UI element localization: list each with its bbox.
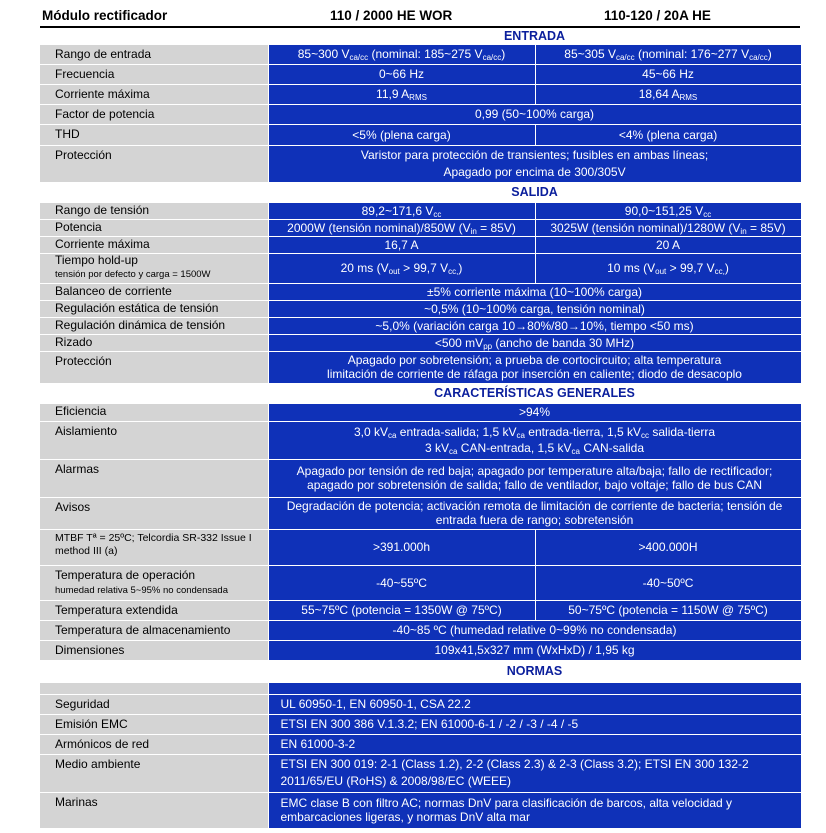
section-caracteristicas: CARACTERÍSTICAS GENERALES bbox=[268, 383, 801, 403]
label-avisos: Avisos bbox=[40, 497, 268, 529]
value-frecuencia-b: 45~66 Hz bbox=[535, 64, 801, 84]
value-temp-extendida-b: 50~75ºC (potencia = 1150W @ 75ºC) bbox=[535, 600, 801, 620]
value-proteccion-salida: Apagado por sobretensión; a prueba de cortocircuito; alta temperatura limitación de corriente de ráfaga por inserción en caliente; diodo de desacoplo bbox=[268, 351, 801, 383]
label-mtbf: MTBF Tª = 25ºC; Telcordia SR-332 Issue I method III (a) bbox=[40, 529, 268, 565]
label-holdup: Tiempo hold-up tensión por defecto y carga = 1500W bbox=[40, 253, 268, 283]
value-regulacion-dinamica: ~5,0% (variación carga 10→80%/80→10%, tiempo <50 ms) bbox=[268, 317, 801, 334]
label-rango-tension: Rango de tensión bbox=[40, 202, 268, 219]
label-alarmas: Alarmas bbox=[40, 459, 268, 497]
value-potencia-a: 2000W (tensión nominal)/850W $(V_{in} = 85V)$ bbox=[268, 219, 535, 236]
value-seguridad: UL 60950-1, EN 60950-1, CSA 22.2 bbox=[268, 694, 801, 714]
value-rizado: <500 $mV_{pp}$ (ancho de banda 30 MHz) bbox=[268, 334, 801, 351]
label-holdup-note: tensión por defecto y carga = 1500W bbox=[55, 268, 211, 280]
value-temp-operacion-b: -40~50ºC bbox=[535, 565, 801, 600]
label-temp-extendida: Temperatura extendida bbox=[40, 600, 268, 620]
section-normas: NORMAS bbox=[268, 660, 801, 682]
value-rango-entrada-a: 85~300 $V_{ca/cc}$ (nominal: 185~275 $V_{ca/cc}$) bbox=[268, 44, 535, 64]
label-temp-almacenamiento: Temperatura de almacenamiento bbox=[40, 620, 268, 640]
value-corriente-entrada-a: 11,9 $A_{RMS}$ bbox=[268, 84, 535, 104]
value-potencia-b: 3025W (tensión nominal)/1280W $(V_{in} = 85V)$ bbox=[535, 219, 801, 236]
label-eficiencia: Eficiencia bbox=[40, 403, 268, 421]
value-rango-tension-a: 89,2~171,6 $V_{cc}$ bbox=[268, 202, 535, 219]
value-proteccion-entrada: Varistor para protección de transientes; fusibles en ambas líneas; Apagado por encima de 300/305V bbox=[268, 145, 801, 182]
header-model-1: 110 / 2000 HE WOR bbox=[330, 8, 453, 23]
value-corriente-entrada-b: 18,64 $A_{RMS}$ bbox=[535, 84, 801, 104]
label-emision-emc: Emisión EMC bbox=[40, 714, 268, 734]
value-thd-a: <5% (plena carga) bbox=[268, 124, 535, 145]
label-regulacion-dinamica: Regulación dinámica de tensión bbox=[40, 317, 268, 334]
value-holdup-a: 20 ms ($V_{out} > 99,7$ $V_{cc,}$) bbox=[268, 253, 535, 283]
label-balanceo: Balanceo de corriente bbox=[40, 283, 268, 300]
label-factor-potencia: Factor de potencia bbox=[40, 104, 268, 124]
label-temp-operacion-note: humedad relativa 5~95% no condensada bbox=[55, 584, 228, 596]
value-mtbf-b: >400.000H bbox=[535, 529, 801, 565]
label-seguridad: Seguridad bbox=[40, 694, 268, 714]
value-thd-b: <4% (plena carga) bbox=[535, 124, 801, 145]
value-medio-ambiente: ETSI EN 300 019: 2-1 (Class 1.2), 2-2 (Class 2.3) & 2-3 (Class 3.2); ETSI EN 300 132-2 2011/65/EU (RoHS) & 2008/98/EC (WEEE) bbox=[268, 754, 801, 792]
value-eficiencia: >94% bbox=[268, 403, 801, 421]
value-frecuencia-a: 0~66 Hz bbox=[268, 64, 535, 84]
value-alarmas: Apagado por tensión de red baja; apagado por temperature alta/baja; fallo de rectificador; apagado por sobretensión de salida; fallo de ventilador, bajo voltaje; fallo de bus CAN bbox=[268, 459, 801, 497]
label-thd: THD bbox=[40, 124, 268, 145]
label-corriente-salida: Corriente máxima bbox=[40, 236, 268, 253]
label-marinas: Marinas bbox=[40, 792, 268, 828]
value-aislamiento: 3,0 $kV_{ca}$ entrada-salida; 1,5 $kV_{ca}$ entrada-tierra, 1,5 $kV_{cc}$ salida-tierra 3 $kV_{ca}$ CAN-entrada, 1,5 $kV_{ca}$ CAN-salida bbox=[268, 421, 801, 459]
value-mtbf-a: >391.000h bbox=[268, 529, 535, 565]
value-dimensiones: 109x41,5x327 mm (WxHxD) / 1,95 kg bbox=[268, 640, 801, 660]
header-model-2: 110-120 / 20A HE bbox=[604, 8, 711, 23]
label-potencia: Potencia bbox=[40, 219, 268, 236]
value-temp-almacenamiento: -40~85 ºC (humedad relative 0~99% no condensada) bbox=[268, 620, 801, 640]
value-regulacion-estatica: ~0,5% (10~100% carga, tensión nominal) bbox=[268, 300, 801, 317]
value-corriente-salida-a: 16,7 A bbox=[268, 236, 535, 253]
section-entrada: ENTRADA bbox=[268, 28, 801, 44]
value-holdup-b: 10 ms ($V_{out} > 99,7$ $V_{cc,}$) bbox=[535, 253, 801, 283]
spec-table bbox=[40, 28, 802, 829]
label-frecuencia: Frecuencia bbox=[40, 64, 268, 84]
value-balanceo: ±5% corriente máxima (10~100% carga) bbox=[268, 283, 801, 300]
label-proteccion-entrada: Protección bbox=[40, 145, 268, 182]
label-temp-operacion: Temperatura de operación humedad relativa 5~95% no condensada bbox=[40, 565, 268, 600]
value-rango-entrada-b: 85~305 $V_{ca/cc}$ (nominal: 176~277 $V_{ca/cc}$) bbox=[535, 44, 801, 64]
value-rango-tension-b: 90,0~151,25 $V_{cc}$ bbox=[535, 202, 801, 219]
value-temp-extendida-a: 55~75ºC (potencia = 1350W @ 75ºC) bbox=[268, 600, 535, 620]
header-module-label: Módulo rectificador bbox=[42, 8, 168, 23]
value-emision-emc: ETSI EN 300 386 V.1.3.2; EN 61000-6-1 / -2 / -3 / -4 / -5 bbox=[268, 714, 801, 734]
label-corriente-entrada: Corriente máxima bbox=[40, 84, 268, 104]
value-armonicos: EN 61000-3-2 bbox=[268, 734, 801, 754]
label-regulacion-estatica: Regulación estática de tensión bbox=[40, 300, 268, 317]
label-medio-ambiente: Medio ambiente bbox=[40, 754, 268, 792]
section-salida: SALIDA bbox=[268, 182, 801, 202]
value-avisos: Degradación de potencia; activación remota de limitación de corriente de bacteria; tensión de entrada fuera de rango; sobretensión bbox=[268, 497, 801, 529]
value-corriente-salida-b: 20 A bbox=[535, 236, 801, 253]
label-aislamiento: Aislamiento bbox=[40, 421, 268, 459]
value-marinas: EMC clase B con filtro AC; normas DnV para clasificación de barcos, alta velocidad y embarcaciones ligeras, y normas DnV alta mar bbox=[268, 792, 801, 828]
value-factor-potencia: 0,99 (50~100% carga) bbox=[268, 104, 801, 124]
label-rango-entrada: Rango de entrada bbox=[40, 44, 268, 64]
label-proteccion-salida: Protección bbox=[40, 351, 268, 383]
label-rizado: Rizado bbox=[40, 334, 268, 351]
label-dimensiones: Dimensiones bbox=[40, 640, 268, 660]
label-armonicos: Armónicos de red bbox=[40, 734, 268, 754]
value-temp-operacion-a: -40~55ºC bbox=[268, 565, 535, 600]
